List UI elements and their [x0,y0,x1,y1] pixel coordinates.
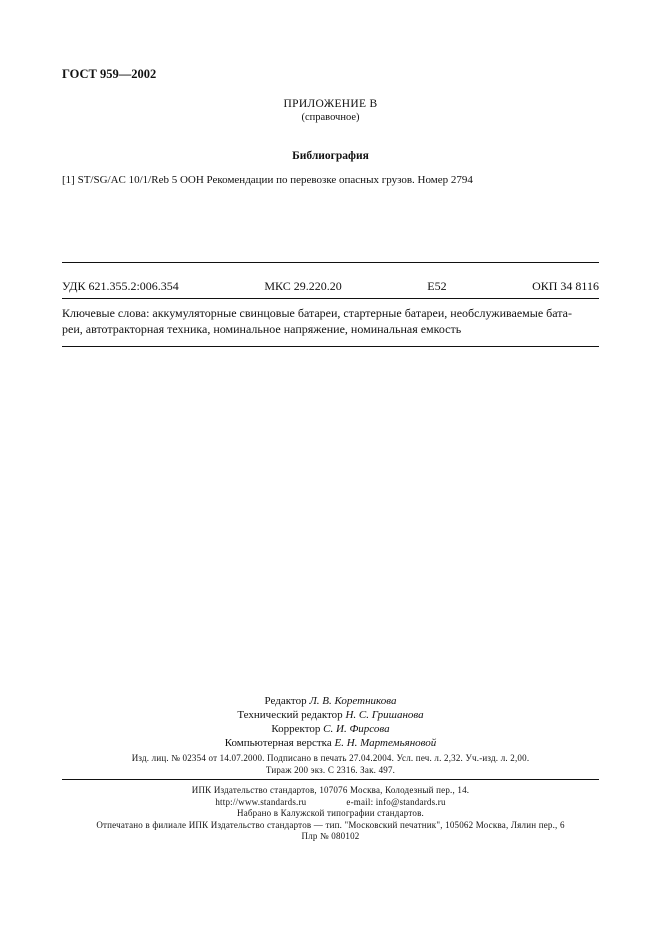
divider-bottom [62,346,599,347]
email-link[interactable]: e-mail: info@standards.ru [346,796,446,807]
e-code: Е52 [427,279,447,293]
layout-role: Компьютерная верстка [224,737,332,749]
divider-top [62,262,599,263]
publisher-contacts [0,797,661,809]
layout-row [0,736,661,750]
imprint-line-2: Тираж 200 экз. С 2316. Зак. 497. [265,765,396,775]
divider-imprint [62,779,599,780]
license-number: Плр № 080102 [301,831,360,841]
printed-note: Отпечатано в филиале ИПК Издательство стандартов — тип. "Московский печатник", 105062 Москва, Лялин пер., 6 [96,819,565,830]
editors-block [0,694,661,750]
keywords-block [62,305,599,337]
publisher-block [0,785,661,843]
tech-editor-row [0,708,661,722]
tech-editor-role: Технический редактор [237,709,343,721]
divider-middle [62,298,599,299]
layout-name: Е. Н. Мартемьяновой [334,737,437,749]
editor-role: Редактор [264,695,307,707]
keywords-line-2: реи, автотракторная техника, номинальное напряжение, номинальная емкость [62,322,462,336]
bibliography-item: [1] ST/SG/AC 10/1/Reb 5 ООН Рекомендации по перевозке опасных грузов. Номер 2794 [62,174,473,186]
appendix-subtitle: (справочное) [301,112,360,123]
mks-code: МКС 29.220.20 [264,279,342,293]
typeset-note: Набрано в Калужской типографии стандартов. [237,808,424,818]
okp-code: ОКП 34 8116 [532,279,599,293]
imprint-block [0,752,661,776]
website-link[interactable]: http://www.standards.ru [215,796,307,807]
udk-code: УДК 621.355.2:006.354 [62,279,179,293]
keywords-line-1: Ключевые слова: аккумуляторные свинцовые батареи, стартерные батареи, необслуживаемые бата- [62,306,572,320]
editor-row [0,694,661,708]
imprint-line-1: Изд. лиц. № 02354 от 14.07.2000. Подписано в печать 27.04.2004. Усл. печ. л. 2,32. Уч.-изд. л. 2,00. [131,753,530,763]
appendix-title: ПРИЛОЖЕНИЕ В [283,98,378,110]
proofreader-row [0,722,661,736]
proofreader-role: Корректор [271,723,321,735]
publisher-address: ИПК Издательство стандартов, 107076 Москва, Колодезный пер., 14. [191,785,470,795]
document-code: ГОСТ 959—2002 [62,67,157,81]
tech-editor-name: Н. С. Гришанова [345,709,424,721]
proofreader-name: С. И. Фирсова [323,723,390,735]
classification-codes [62,279,599,294]
bibliography-title: Библиография [292,150,369,162]
editor-name: Л. В. Коретникова [309,695,397,707]
